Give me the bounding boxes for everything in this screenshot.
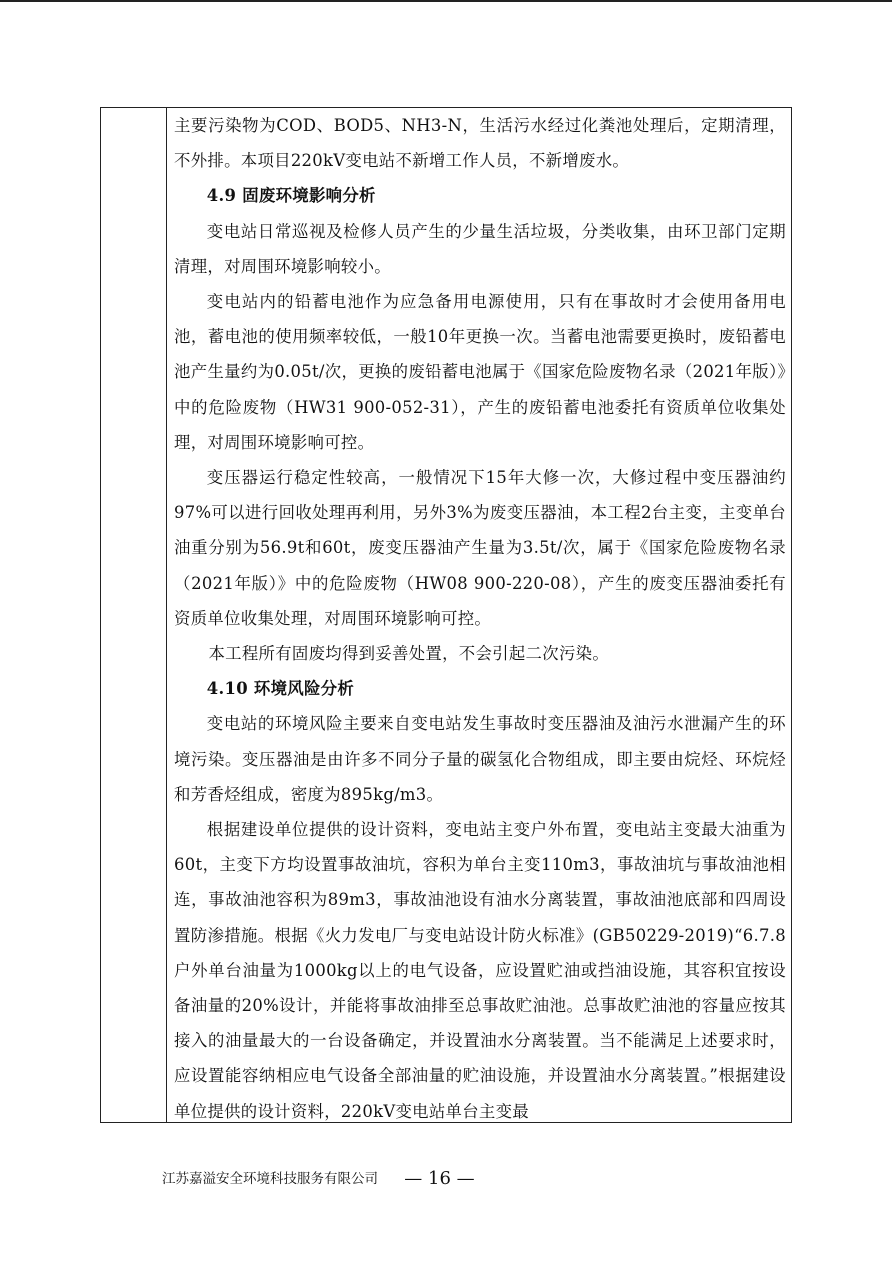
footer-page-number: — 16 — bbox=[404, 1167, 475, 1189]
section-heading-solid-waste: 4.9 固废环境影响分析 bbox=[206, 186, 376, 206]
table-column-divider bbox=[166, 108, 167, 1122]
section-heading-environmental-risk: 4.10 环境风险分析 bbox=[206, 679, 355, 699]
paragraph-accident-oil-pool: 根据建设单位提供的设计资料，变电站主变户外布置，变电站主变最大油重为60t，主变下方均设置事故油坑，容积为单台主变110m3，事故油坑与事故油池相连，事故油池容积为89m3，事故油池设有油水分离装置，事故油池底部和四周设置防渗措施。根据《火力发电厂与变电站设计防火标准》(GB50229-2019)“6.7.8 户外单台油量为1000kg以上的电气设备，应设置贮油或挡油设施，其容积宜按设备油量的20%设计，并能将事故油排至总事故贮油池。总事故贮油池的容量应按其接入的油量最大的一台设备确定，并设置油水分离装置。当不能满足上述要求时，应设置能容纳相应电气设备全部油量的贮油设施，并设置油水分离装置。”根据建设单位提供的设计资料，220kV变电站单台主变最 bbox=[174, 820, 803, 1121]
content-table bbox=[100, 107, 803, 1123]
paragraph-transformer-oil: 变压器运行稳定性较高，一般情况下15年大修一次，大修过程中变压器油约97%可以进行回收处理再利用，另外3%为废变压器油，本工程2台主变，主变单台油重分别为56.9t和60t，废变压器油产生量为3.5t/次，属于《国家危险废物名录（2021年版）》中的危险废物（HW08 900-220-08），产生的废变压器油委托有资质单位收集处理，对周围环境影响可控。 bbox=[174, 468, 786, 628]
page-top-rule bbox=[0, 0, 892, 2]
paragraph-wastewater: 主要污染物为COD、BOD5、NH3-N，生活污水经过化粪池处理后，定期清理，不外排。本项目220kV变电站不新增工作人员，不新增废水。 bbox=[174, 116, 786, 171]
paragraph-solid-waste-summary: 本工程所有固废均得到妥善处置，不会引起二次污染。 bbox=[208, 644, 610, 664]
footer-company-name: 江苏嘉溢安全环境科技服务有限公司 bbox=[162, 1170, 378, 1187]
paragraph-risk-source: 变电站的环境风险主要来自变电站发生事故时变压器油及油污水泄漏产生的环境污染。变压器油是由许多不同分子量的碳氢化合物组成，即主要由烷烃、环烷烃和芳香烃组成，密度为895kg/m3。 bbox=[174, 714, 786, 804]
page-footer bbox=[162, 1163, 502, 1193]
paragraph-lead-battery: 变电站内的铅蓄电池作为应急备用电源使用，只有在事故时才会使用备用电池，蓄电池的使用频率较低，一般10年更换一次。当蓄电池需要更换时，废铅蓄电池产生量约为0.05t/次，更换的废铅蓄电池属于《国家危险废物名录（2021年版）》中的危险废物（HW31 900-052-31），产生的废铅蓄电池委托有资质单位收集处理，对周围环境影响可控。 bbox=[174, 292, 786, 452]
table-content-cell bbox=[174, 108, 803, 1122]
paragraph-domestic-garbage: 变电站日常巡视及检修人员产生的少量生活垃圾，分类收集，由环卫部门定期清理，对周围环境影响较小。 bbox=[174, 221, 786, 276]
